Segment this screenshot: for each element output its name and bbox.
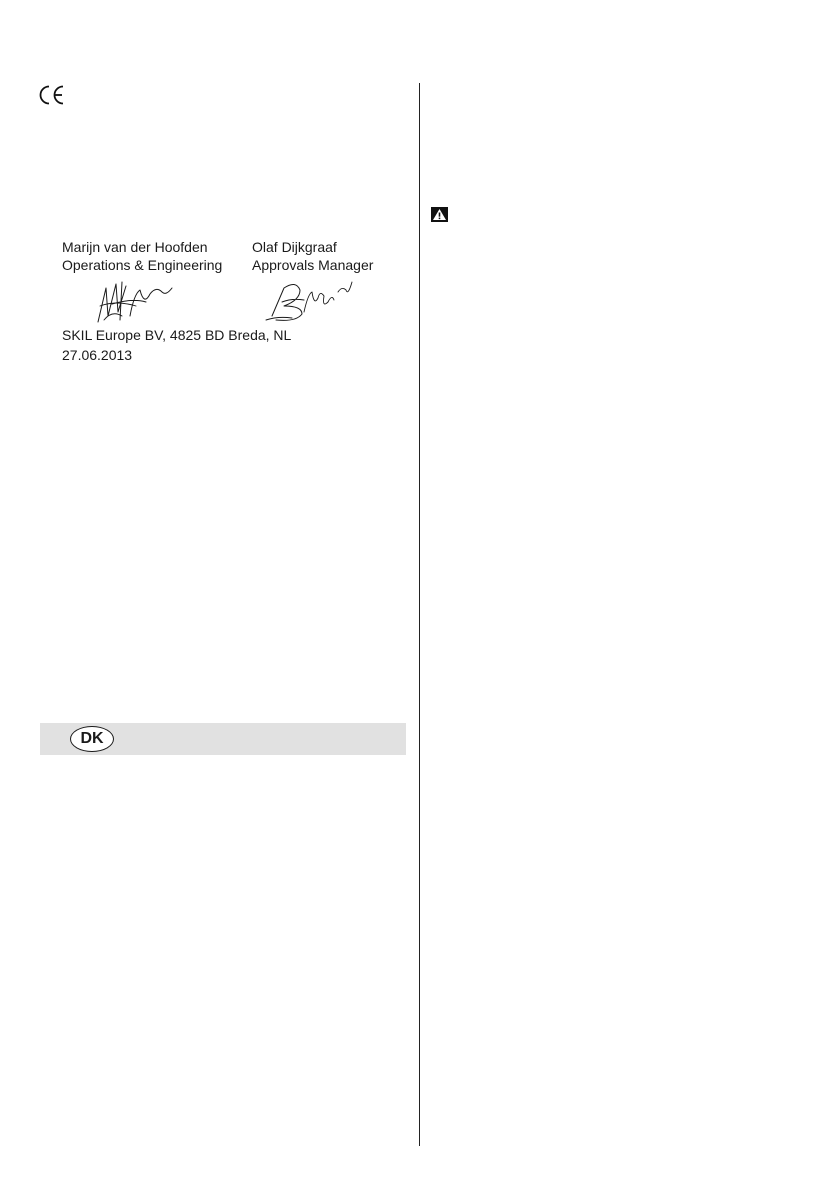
declaration-date: 27.06.2013 (62, 347, 133, 363)
ce-mark-icon (38, 84, 66, 106)
signatory-block (62, 238, 222, 274)
language-section-bar (40, 723, 406, 755)
company-address: SKIL Europe BV, 4825 BD Breda, NL (62, 327, 292, 343)
column-divider (419, 83, 420, 1146)
signatory-name: Olaf Dijkgraaf (252, 239, 337, 255)
signatory-title: Operations & Engineering (62, 257, 223, 273)
signatory-title: Approvals Manager (252, 257, 374, 273)
signature-image (92, 276, 176, 328)
warning-triangle-icon (431, 207, 448, 222)
language-code-badge: DK (70, 726, 114, 752)
signatory-block (252, 238, 373, 274)
signature-image (262, 276, 358, 326)
signatory-name: Marijn van der Hoofden (62, 239, 208, 255)
